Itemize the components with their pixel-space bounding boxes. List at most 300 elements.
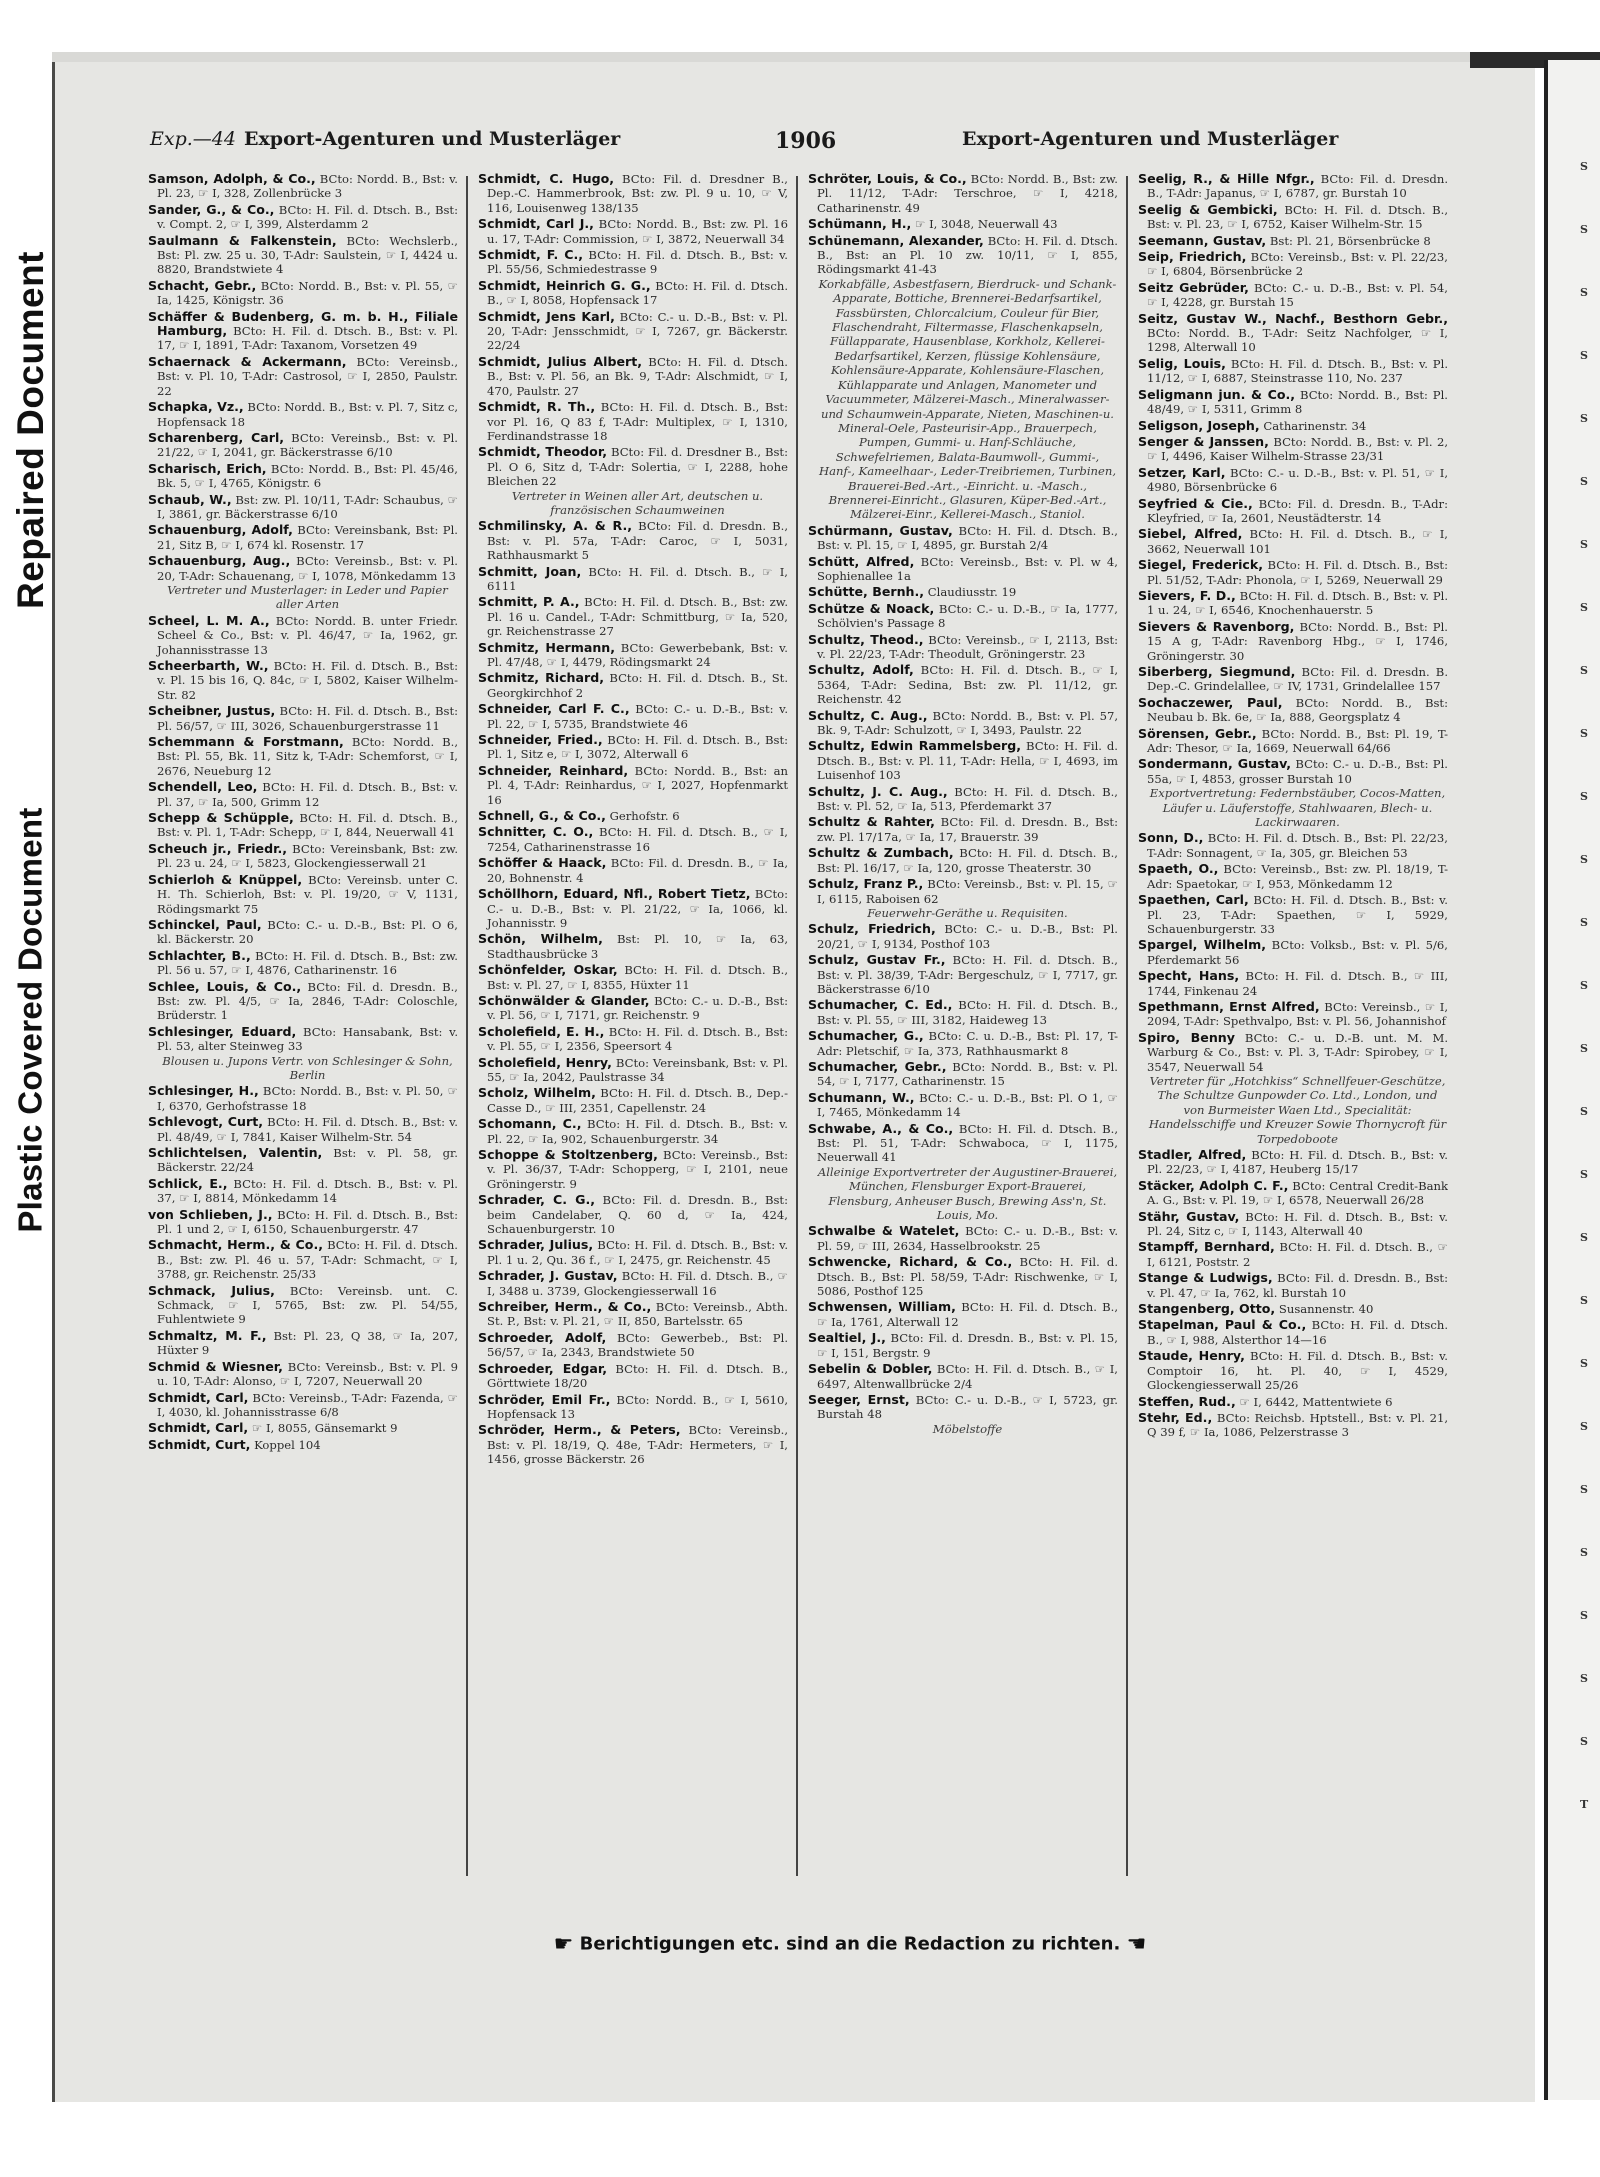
directory-entry <box>1138 250 1448 279</box>
entry-details: BCto: H. Fil. d. Dtsch. B., St. Georgkirchhof 2 <box>487 671 788 700</box>
directory-entry <box>148 1284 458 1327</box>
directory-entry <box>1138 1000 1448 1029</box>
entry-firm-name: Stehr, Ed., <box>1138 1409 1213 1425</box>
directory-entry <box>808 555 1118 584</box>
entry-firm-name: Schütt, Alfred, <box>808 553 915 569</box>
entry-firm-name: Seligson, Joseph, <box>1138 417 1260 433</box>
directory-entry <box>808 785 1118 814</box>
directory-entry <box>808 1331 1118 1360</box>
entry-firm-name: Sebelin & Dobler, <box>808 1361 933 1377</box>
entry-firm-name: Schneider, Carl F. C., <box>478 701 630 717</box>
entry-firm-name: Schneider, Fried., <box>478 732 603 748</box>
entry-details: BCto: H. Fil. d. Dtsch. B., Bst: v. Pl. 38/39, T-Adr: Bergeschulz, ☞ I, 7717, gr. Bäckerstrasse 6/10 <box>817 953 1118 996</box>
entry-details: BCto: C.- u. D.-B., Bst: v. Pl. 59, ☞ III, 2634, Hasselbrookstr. 25 <box>817 1224 1118 1253</box>
directory-entry <box>478 1148 788 1191</box>
entry-details: Bst: zw. Pl. 10/11, T-Adr: Schaubus, ☞ I, 3861, gr. Bäckerstrasse 6/10 <box>157 492 458 521</box>
adjacent-page-letter: S <box>1580 727 1588 740</box>
directory-entry <box>148 523 458 552</box>
entry-firm-name: Stange & Ludwigs, <box>1138 1270 1273 1286</box>
entry-details: BCto: C.- u. D.-B., Bst: v. Pl. 51, ☞ I, 4980, Börsenbrücke 6 <box>1147 465 1448 495</box>
entry-firm-name: Schulz, Gustav Fr., <box>808 952 946 968</box>
entry-details: BCto: H. Fil. d. Dtsch. B., ☞ I, 6497, Altenwallbrücke 2/4 <box>817 1362 1118 1391</box>
entry-firm-name: Schlesinger, H., <box>148 1083 259 1099</box>
entry-firm-name: Schmidt, Carl J., <box>478 216 594 232</box>
entry-details: BCto: H. Fil. d. Dtsch. B., ☞ Ia, 1761, Alterwall 12 <box>817 1300 1118 1329</box>
entry-details: BCto: Nordd. B., Bst: v. Pl. 7, Sitz c, Hopfensack 18 <box>157 400 458 429</box>
entry-firm-name: Schulz, Friedrich, <box>808 921 936 937</box>
entry-details: BCto: Vereinsb., ☞ I, 2094, T-Adr: Spethvalpo, Bst: v. Pl. 56, Johannishof <box>1147 999 1448 1029</box>
entry-details: BCto: C.- u. D.-B., Bst: v. Pl. 20, T-Adr: Jensschmidt, ☞ I, 7267, gr. Bäckerstr. 22/24 <box>487 309 788 353</box>
entry-firm-name: Sievers & Ravenborg, <box>1138 618 1295 634</box>
adjacent-page-edge <box>1544 60 1600 2100</box>
entry-note: Exportvertretung: Federnbstäuber, Cocos-Matten, Läufer u. Läuferstoffe, Stahlwaaren, Blech- u. Lackirwaaren. <box>1149 786 1446 830</box>
entry-details: BCto: Fil. d. Dresdn. B., T-Adr: Japanus, ☞ I, 6787, gr. Burstah 10 <box>1147 172 1448 201</box>
footer-note: Berichtigungen etc. sind an die Redaction zu richten. <box>579 1933 1121 1955</box>
entry-firm-name: Spaeth, O., <box>1138 861 1219 877</box>
entry-details: BCto: Vereinsb., Bst: v. Pl. 18/19, Q. 48e, T-Adr: Hermeters, ☞ I, 1456, grosse Bäckerstr. 26 <box>487 1423 788 1467</box>
directory-column-3 <box>808 172 1118 1892</box>
directory-entry <box>148 1421 458 1435</box>
entry-firm-name: Schäffer & Budenberg, G. m. b. H., Filiale Hamburg, <box>148 308 458 339</box>
entry-note: Vertreter und Musterlager: in Leder und Papier aller Arten <box>167 582 448 612</box>
entry-firm-name: Scholefield, Henry, <box>478 1054 612 1070</box>
directory-column-1 <box>148 172 458 1892</box>
directory-entry <box>148 704 458 733</box>
entry-details: BCto: Fil. d. Dresdn. B., ☞ Ia, 20, Bohnenstr. 4 <box>487 856 788 885</box>
entry-firm-name: Schultz, Theod., <box>808 631 924 647</box>
directory-entry <box>1138 203 1448 232</box>
directory-entry <box>808 739 1118 782</box>
entry-firm-name: Siberberg, Siegmund, <box>1138 664 1296 679</box>
entry-firm-name: Schürmann, Gustav, <box>808 522 953 538</box>
entry-firm-name: Schnitter, C. O., <box>478 824 594 840</box>
entry-firm-name: Schepp & Schüpple, <box>148 810 294 826</box>
adjacent-page-letter: S <box>1580 1420 1588 1433</box>
entry-firm-name: Stampff, Bernhard, <box>1138 1239 1275 1255</box>
entry-details: BCto: Nordd. B., Bst: v. Pl. 57, Bk. 9, T-Adr: Schulzott, ☞ I, 3493, Paulstr. 22 <box>817 708 1118 738</box>
entry-firm-name: Sochaczewer, Paul, <box>1138 694 1283 710</box>
adjacent-page-letter: S <box>1580 1483 1588 1496</box>
entry-details: Bst: v. Pl. 58, gr. Bäckerstr. 22/24 <box>157 1146 458 1175</box>
directory-entry <box>148 780 458 809</box>
entry-firm-name: Seelig & Gembicki, <box>1138 201 1278 217</box>
entry-firm-name: Sievers, F. D., <box>1138 587 1236 603</box>
entry-firm-name: Scheel, L. M. A., <box>148 612 270 628</box>
directory-entry <box>808 922 1118 951</box>
header-left <box>150 128 620 150</box>
entry-details: BCto: H. Fil. d. Dtsch. B., Bst: v. Pl. 55/56, Schmiedestrasse 9 <box>487 248 788 277</box>
directory-entry <box>1138 1318 1448 1347</box>
entry-firm-name: Schulz, Franz P., <box>808 876 924 892</box>
directory-entry <box>808 234 1118 522</box>
directory-entry <box>478 445 788 517</box>
entry-details: BCto: Fil. d. Dresdn. B., Bst: beim Candelaber, Q. 60 d, ☞ Ia, 424, Schauenburgerstr. 10 <box>487 1193 788 1237</box>
adjacent-page-letter: S <box>1580 412 1588 425</box>
directory-entry <box>1138 831 1448 860</box>
directory-entry <box>1138 1210 1448 1239</box>
entry-details: BCto: H. Fil. d. Dtsch. B., Bst: Pl. 22/23, T-Adr: Sonnagent, ☞ Ia, 305, gr. Bleichen 53 <box>1147 831 1448 860</box>
directory-entry <box>148 1115 458 1144</box>
entry-details: BCto: Nordd. B., ☞ I, 5610, Hopfensack 13 <box>487 1392 788 1421</box>
entry-firm-name: Schultz, C. Aug., <box>808 707 928 723</box>
entry-firm-name: Schlichtelsen, Valentin, <box>148 1145 323 1160</box>
directory-entry <box>1138 357 1448 386</box>
entry-firm-name: Schoppe & Stoltzenberg, <box>478 1147 658 1162</box>
entry-firm-name: Schmack, Julius, <box>148 1282 275 1298</box>
entry-firm-name: Scharisch, Erich, <box>148 460 267 476</box>
entry-firm-name: Seligmann jun. & Co., <box>1138 386 1296 402</box>
entry-note: Korkabfälle, Asbestfasern, Bierdruck- und Schank-Apparate, Bottiche, Brennerei-Bedarfsartikel, Fassbürsten, Chlorcalcium, Couleur für Bier, Flaschendraht, Filtermasse, Flaschenkapseln, Füllapparate, Hausenblase, Korkholz, Kellerei-Bedarfsartikel, Kerzen, flüssige Kohlensäure, Kohlensäure-Apparate, Kohlensäure-Flaschen, Kühlapparate und Anlagen, Manometer und Vacuummeter, Mälzerei-Masch., Mineralwasser- und Schaumwein-Apparate, Nieten, Maschinen-u. Mineral-Oele, Pasteurisir-App., Brauerpech, Pumpen, Gummi- u. Hanf-Schläuche, Schwefelriemen, Balata-Baumwoll-, Gummi-, Hanf-, Kameelhaar-, Leder-Treibriemen, Turbinen, Brauerei-Bed.-Art., -Einricht. u. -Masch., Brennerei-Einricht., Glasuren, Küper-Bed.-Art., Mälzerei-Einr., Kellerei-Masch., Staniol. <box>818 276 1117 522</box>
entry-firm-name: Setzer, Karl, <box>1138 464 1226 480</box>
entry-details: Gerhofstr. 6 <box>609 809 680 824</box>
entry-firm-name: Seip, Friedrich, <box>1138 249 1247 265</box>
directory-entry <box>808 998 1118 1027</box>
header-page-ref: Exp.—44 <box>150 128 236 150</box>
entry-firm-name: Schrader, C. G., <box>478 1192 596 1208</box>
entry-details: Claudiusstr. 19 <box>927 585 1017 600</box>
directory-entry <box>478 994 788 1023</box>
entry-firm-name: Schaernack & Ackermann, <box>148 353 347 369</box>
entry-firm-name: Schendell, Leo, <box>148 779 258 795</box>
directory-entry <box>1138 497 1448 526</box>
entry-details: BCto: Nordd. B., Bst: v. Pl. 54, ☞ I, 7177, Catharinenstr. 15 <box>817 1059 1118 1089</box>
directory-entry <box>1138 1031 1448 1146</box>
adjacent-page-letter: S <box>1580 286 1588 299</box>
adjacent-page-letter: S <box>1580 916 1588 929</box>
entry-details: BCto: Vereinsbank, Bst: v. Pl. 55, ☞ Ia, 2042, Paulstrasse 34 <box>487 1055 788 1084</box>
entry-details: BCto: H. Fil. d. Dtsch. B., Bst: v. Pl. 23, ☞ I, 6752, Kaiser Wilhelm-Str. 15 <box>1147 202 1448 232</box>
entry-firm-name: Schütte, Bernh., <box>808 584 925 600</box>
directory-column-4 <box>1138 172 1448 1892</box>
adjacent-page-letter: S <box>1580 1231 1588 1244</box>
entry-details: ☞ I, 8055, Gänsemarkt 9 <box>251 1421 398 1436</box>
entry-firm-name: Senger & Janssen, <box>1138 433 1269 449</box>
directory-entry <box>1138 696 1448 725</box>
entry-details: BCto: H. Fil. d. Dtsch. B., Bst: v. Pl. 1 u. 2, Qu. 36 f., ☞ I, 2475, gr. Reichenstr. 45 <box>487 1238 788 1267</box>
adjacent-page-letter: S <box>1580 1546 1588 1559</box>
directory-entry <box>1138 1148 1448 1177</box>
directory-entry <box>148 554 458 612</box>
directory-entry <box>808 1255 1118 1298</box>
entry-firm-name: Schwensen, William, <box>808 1299 956 1315</box>
directory-entry <box>1138 527 1448 556</box>
directory-entry <box>478 172 788 215</box>
entry-details: BCto: Nordd. B., T-Adr: Seitz Nachfolger, ☞ I, 1298, Alterwall 10 <box>1147 326 1448 355</box>
header-year: 1906 <box>775 128 837 154</box>
directory-entry <box>478 733 788 762</box>
entry-details: BCto: Vereinsb., ☞ I, 2113, Bst: v. Pl. 22/23, T-Adr: Theodult, Gröningerstr. 23 <box>817 632 1118 661</box>
directory-entry <box>478 887 788 930</box>
adjacent-page-letter: S <box>1580 979 1588 992</box>
entry-details: BCto: Fil. d. Dresdn. B., Bst: zw. Pl. 17/17a, ☞ Ia, 17, Brauerstr. 39 <box>817 815 1118 844</box>
entry-details: BCto: Vereinsb., Bst: v. Pl. 10, T-Adr: Castrosol, ☞ I, 2850, Paulstr. 22 <box>157 354 458 398</box>
entry-firm-name: Schwencke, Richard, & Co., <box>808 1254 1013 1270</box>
directory-entry <box>808 1122 1118 1223</box>
entry-firm-name: Schmidt, Curt, <box>148 1436 251 1452</box>
directory-entry <box>808 1300 1118 1329</box>
entry-details: BCto: H. Fil. d. Dtsch. B., Bst: v. Pl. 55, ☞ III, 3182, Haideweg 13 <box>817 998 1118 1027</box>
page-header <box>150 128 1460 160</box>
directory-entry <box>1138 1179 1448 1208</box>
entry-details: BCto: Vereinsb., Bst: v. Pl. 20, T-Adr: Schauenang, ☞ I, 1078, Mönkedamm 13 <box>157 554 458 583</box>
directory-entry <box>808 172 1118 215</box>
entry-firm-name: Schmitt, P. A., <box>478 594 580 610</box>
entry-firm-name: Selig, Louis, <box>1138 355 1226 371</box>
entry-firm-name: Schlachter, B., <box>148 947 251 963</box>
directory-entry <box>148 355 458 398</box>
entry-details: BCto: H. Fil. d. Dtsch. B., ☞ I, 6111 <box>487 564 788 593</box>
adjacent-page-letter: S <box>1580 1357 1588 1370</box>
entry-details: BCto: Nordd. B., Bst: Pl. 15 A g, T-Adr: Ravenborg Hbg., ☞ I, 1746, Gröningerstr. 30 <box>1147 619 1448 663</box>
entry-details: BCto: C. u. D.-B., Bst: Pl. 17, T-Adr: Pletschif, ☞ Ia, 373, Rathhausmarkt 8 <box>817 1029 1118 1058</box>
entry-firm-name: Schauenburg, Adolf, <box>148 522 293 538</box>
entry-details: BCto: H. Fil. d. Dtsch. B., Bst: v. Pl. 22/23, ☞ I, 4187, Heuberg 15/17 <box>1147 1148 1448 1177</box>
column-divider <box>1126 176 1128 1876</box>
entry-firm-name: Stäcker, Adolph C. F., <box>1138 1177 1289 1193</box>
entry-details: BCto: Vereinsb., Bst: zw. Pl. 18/19, T-Adr: Spaetokar, ☞ I, 953, Mönkedamm 12 <box>1147 862 1448 891</box>
entry-details: BCto: H. Fil. d. Dtsch. B., Bst: Pl. 51, T-Adr: Schwaboca, ☞ I, 1175, Neuerwall 41 <box>817 1121 1118 1165</box>
entry-firm-name: Spethmann, Ernst Alfred, <box>1138 998 1320 1014</box>
entry-details: BCto: H. Fil. d. Dtsch. B., ☞ I, 8058, Hopfensack 17 <box>487 278 788 308</box>
entry-firm-name: Schroeder, Adolf, <box>478 1329 607 1345</box>
directory-entry <box>808 953 1118 996</box>
entry-details: BCto: Gewerbeb., Bst: Pl. 56/57, ☞ Ia, 2343, Brandstwiete 50 <box>487 1330 788 1360</box>
entry-firm-name: Scholz, Wilhelm, <box>478 1085 596 1101</box>
plastic-covered-document-label <box>8 740 54 1300</box>
directory-entry <box>808 602 1118 631</box>
entry-details: BCto: Vereinsb., Bst: v. Pl. 21/22, ☞ I, 2041, gr. Bäckerstrasse 6/10 <box>157 430 458 460</box>
directory-entry <box>1138 665 1448 694</box>
entry-firm-name: Schlee, Louis, & Co., <box>148 978 302 994</box>
entry-details: BCto: H. Fil. d. Dtsch. B., Bst: v. Pl. 1 u. 24, ☞ I, 6546, Knochenhauerstr. 5 <box>1147 588 1448 618</box>
entry-firm-name: Seitz, Gustav W., Nachf., Besthorn Gebr., <box>1138 310 1448 326</box>
entry-details: BCto: C.- u. D.-B., Bst: v. Pl. 21/22, ☞ Ia, 1066, kl. Johannisstr. 9 <box>487 887 788 930</box>
entry-details: BCto: Vereinsbank, Bst: Pl. 21, Sitz B, ☞ I, 674 kl. Rosenstr. 17 <box>157 523 458 552</box>
directory-entry <box>1138 727 1448 756</box>
entry-firm-name: Schütze & Noack, <box>808 600 935 616</box>
adjacent-page-letter: S <box>1580 223 1588 236</box>
entry-firm-name: Stadler, Alfred, <box>1138 1147 1247 1162</box>
entry-firm-name: Schönfelder, Oskar, <box>478 962 618 978</box>
pointing-hand-left-icon: ☛ <box>553 1932 574 1957</box>
entry-firm-name: Schierloh & Knüppel, <box>148 871 303 887</box>
entry-details: BCto: C.- u. D.-B., Bst: Pl. 55a, ☞ I, 4853, grosser Burstah 10 <box>1147 757 1448 786</box>
entry-details: BCto: C.- u. D.-B., Bst: v. Pl. 56, ☞ I, 7171, gr. Reichenstr. 9 <box>487 993 788 1023</box>
entry-firm-name: Schultz, Adolf, <box>808 662 914 678</box>
directory-entry <box>1138 234 1448 248</box>
entry-firm-name: Schmitz, Richard, <box>478 670 605 686</box>
entry-details: BCto: H. Fil. d. Dtsch. B., Bst: v. Comptoir 16, ht. Pl. 40, ☞ I, 4529, Glockengiesserwall 25/26 <box>1147 1349 1448 1393</box>
directory-entry <box>478 1086 788 1115</box>
entry-firm-name: Seemann, Gustav, <box>1138 232 1267 248</box>
plastic-covered-document-text: Plastic Covered Document <box>12 807 50 1233</box>
entry-details: BCto: Fil. d. Dresdn. B., Bst: v. Pl. 47, ☞ Ia, 762, kl. Burstah 10 <box>1147 1271 1448 1300</box>
entry-firm-name: Schultz & Rahter, <box>808 814 935 830</box>
directory-entry <box>478 519 788 562</box>
directory-entry <box>808 1060 1118 1089</box>
entry-firm-name: Spargel, Wilhelm, <box>1138 937 1267 953</box>
entry-firm-name: Schumacher, G., <box>808 1028 924 1044</box>
entry-details: BCto: Vereinsbank, Bst: zw. Pl. 23 u. 24, ☞ I, 5823, Glockengiesserwall 21 <box>157 841 458 871</box>
directory-entry <box>1138 281 1448 310</box>
directory-entry <box>478 279 788 308</box>
adjacent-page-letter: S <box>1580 538 1588 551</box>
entry-details: BCto: Nordd. B., Bst: an Pl. 4, T-Adr: Reinhardus, ☞ I, 2027, Hopfenmarkt 16 <box>487 763 788 807</box>
entry-details: BCto: H. Fil. d. Dtsch. B., ☞ I, 3488 u. 3739, Glockengiesserwall 16 <box>487 1269 788 1298</box>
directory-entry <box>1138 1271 1448 1300</box>
directory-columns <box>148 172 1468 1892</box>
directory-entry <box>478 595 788 638</box>
adjacent-page-letter: S <box>1580 1609 1588 1622</box>
directory-entry <box>148 873 458 916</box>
entry-details: BCto: H. Fil. d. Dtsch. B., Görttwiete 18/20 <box>487 1361 788 1391</box>
entry-firm-name: Schumann, W., <box>808 1089 915 1105</box>
entry-firm-name: Schlesinger, Eduard, <box>148 1023 297 1039</box>
entry-details: BCto: Nordd. B., Bst: Neubau b. Bk. 6e, ☞ Ia, 888, Georgsplatz 4 <box>1147 695 1448 725</box>
entry-firm-name: Schultz & Zumbach, <box>808 845 954 861</box>
entry-details: BCto: C.- u. D.-B. unt. M. M. Warburg & Co., Bst: v. Pl. 3, T-Adr: Spirobey, ☞ I, 3547, Neuerwall 54 <box>1147 1030 1448 1074</box>
entry-firm-name: Schlevogt, Curt, <box>148 1114 264 1130</box>
entry-firm-name: Specht, Hans, <box>1138 968 1240 984</box>
directory-entry <box>148 431 458 460</box>
entry-firm-name: Schöffer & Haack, <box>478 855 607 871</box>
entry-firm-name: Schrader, J. Gustav, <box>478 1268 618 1284</box>
directory-entry <box>478 1423 788 1466</box>
entry-details: BCto: Vereinsb. unter C. H. Th. Schierloh, Bst: v. Pl. 19/20, ☞ V, 1131, Rödingsmarkt 75 <box>157 872 458 916</box>
entry-details: Koppel 104 <box>254 1437 321 1452</box>
directory-entry <box>148 279 458 308</box>
entry-firm-name: Stapelman, Paul & Co., <box>1138 1317 1307 1333</box>
entry-firm-name: Schmidt, R. Th., <box>478 399 596 415</box>
entry-details: BCto: Nordd. B., Bst: v. Pl. 2, ☞ I, 4496, Kaiser Wilhelm-Strasse 23/31 <box>1147 434 1448 464</box>
directory-entry <box>808 815 1118 844</box>
entry-note: Feuerwehr-Geräthe u. Requisiten. <box>867 905 1068 920</box>
entry-firm-name: Schacht, Gebr., <box>148 277 257 293</box>
repaired-document-text: Repaired Document <box>10 250 52 610</box>
directory-entry <box>478 825 788 854</box>
entry-firm-name: Schmitz, Hermann, <box>478 639 616 655</box>
entry-firm-name: Schmidt, C. Hugo, <box>478 172 615 186</box>
entry-details: BCto: Nordd. B., Bst: Pl. 48/49, ☞ I, 5311, Grimm 8 <box>1147 387 1448 417</box>
entry-firm-name: Stähr, Gustav, <box>1138 1208 1240 1224</box>
entry-firm-name: Schemmann & Forstmann, <box>148 734 344 750</box>
entry-details: ☞ I, 3048, Neuerwall 43 <box>914 217 1058 232</box>
entry-firm-name: Staude, Henry, <box>1138 1348 1245 1364</box>
entry-details: BCto: Nordd. B., Bst: v. Pl. 23, ☞ I, 328, Zollenbrücke 3 <box>157 172 458 201</box>
entry-firm-name: Schmilinsky, A. & R., <box>478 518 633 534</box>
entry-details: BCto: C.- u. D.-B., Bst: Pl. 20/21, ☞ I, 9134, Posthof 103 <box>817 922 1118 951</box>
entry-details: BCto: H. Fil. d. Dtsch. B., Bst: v. Pl. 56, an Bk. 9, T-Adr: Alschmidt, ☞ I, 470, Paulstr. 27 <box>487 354 788 398</box>
directory-entry <box>808 663 1118 706</box>
page-footer <box>470 1932 1230 1962</box>
entry-note: Vertreter in Weinen aller Art, deutschen u. französischen Schaumweinen <box>511 488 764 517</box>
entry-firm-name: Schmidt, Carl, <box>148 1389 249 1405</box>
adjacent-page-letter: S <box>1580 1735 1588 1748</box>
entry-details: BCto: H. Fil. d. Dtsch. B., Bst: v. Pl. 27, ☞ I, 8355, Hüxter 11 <box>487 963 788 992</box>
directory-entry <box>1138 1411 1448 1440</box>
entry-details: BCto: H. Fil. d. Dtsch. B., Bst: zw. Pl. 46 u. 57, T-Adr: Schmacht, ☞ I, 3788, gr. Reichenstr. 25/33 <box>157 1238 458 1282</box>
entry-firm-name: Schmidt, Carl, <box>148 1420 249 1436</box>
entry-firm-name: Spaethen, Carl, <box>1138 892 1249 908</box>
entry-firm-name: Scholefield, E. H., <box>478 1023 605 1039</box>
entry-firm-name: Sealtiel, J., <box>808 1330 886 1346</box>
directory-entry <box>148 1238 458 1281</box>
directory-entry <box>478 809 788 823</box>
directory-entry <box>148 203 458 232</box>
directory-entry <box>478 702 788 731</box>
entry-firm-name: Scheuch jr., Friedr., <box>148 840 288 856</box>
directory-entry <box>1138 1395 1448 1409</box>
entry-firm-name: Schmidt, Heinrich G. G., <box>478 277 651 293</box>
directory-entry <box>148 1025 458 1083</box>
entry-details: BCto: H. Fil. d. Dtsch. B., Bst: v. Pl. 1, T-Adr: Schepp, ☞ I, 844, Neuerwall 41 <box>157 811 458 840</box>
directory-entry <box>1138 589 1448 618</box>
entry-firm-name: Schöllhorn, Eduard, Nfl., Robert Tietz, <box>478 886 751 902</box>
entry-details: BCto: H. Fil. d. Dtsch. B., Bst: Pl. 56/57, ☞ III, 3026, Schauenburgerstrasse 11 <box>157 704 458 733</box>
directory-entry <box>1138 388 1448 417</box>
entry-firm-name: Schümann, H., <box>808 216 912 232</box>
entry-firm-name: Scheibner, Justus, <box>148 703 276 719</box>
entry-firm-name: Schmitt, Joan, <box>478 563 582 579</box>
directory-entry <box>478 764 788 807</box>
entry-firm-name: Schreiber, Herm., & Co., <box>478 1299 652 1315</box>
entry-firm-name: Schwabe, A., & Co., <box>808 1120 954 1136</box>
entry-details: BCto: H. Fil. d. Dtsch. B., Bst: zw. Pl. 16 u. Candel., T-Adr: Schmittburg, ☞ Ia, 520, gr. Reichenstrasse 27 <box>487 595 788 639</box>
entry-details: Bst: Pl. 10, ☞ Ia, 63, Stadthausbrücke 3 <box>487 932 788 961</box>
entry-firm-name: Schröder, Herm., & Peters, <box>478 1422 681 1438</box>
entry-firm-name: Schünemann, Alexander, <box>808 232 984 248</box>
directory-entry <box>148 234 458 277</box>
entry-details: Catharinenstr. 34 <box>1263 418 1367 433</box>
entry-firm-name: Schultz, J. C. Aug., <box>808 783 948 799</box>
entry-firm-name: Schmaltz, M. F., <box>148 1327 267 1343</box>
directory-entry <box>808 1029 1118 1058</box>
directory-entry <box>478 1331 788 1360</box>
adjacent-page-letter: S <box>1580 853 1588 866</box>
entry-firm-name: Schön, Wilhelm, <box>478 931 603 947</box>
entry-firm-name: Seelig, R., & Hille Nfgr., <box>1138 172 1315 186</box>
directory-entry <box>148 1177 458 1206</box>
entry-details: BCto: Fil. d. Dresdner B., Dep.-C. Hammerbrook, Bst: zw. Pl. 9 u. 10, ☞ V, 116, Louisenweg 138/135 <box>487 172 788 215</box>
entry-details: BCto: H. Fil. d. Dtsch. B., Bst: v. Pl. 37, ☞ I, 8814, Mönkedamm 14 <box>157 1176 458 1206</box>
directory-entry <box>1138 558 1448 587</box>
entry-details: BCto: Nordd. B., Bst: Pl. 55, Bk. 11, Sitz k, T-Adr: Schemforst, ☞ I, 2676, Neueburg 12 <box>157 735 458 778</box>
directory-entry <box>808 877 1118 920</box>
directory-entry <box>148 1208 458 1237</box>
directory-entry <box>148 1329 458 1358</box>
entry-details: BCto: Central Credit-Bank A. G., Bst: v. Pl. 19, ☞ I, 6578, Neuerwall 26/28 <box>1147 1178 1448 1208</box>
entry-details: BCto: C.- u. D.-B., ☞ Ia, 1777, Schölvien's Passage 8 <box>817 601 1118 631</box>
entry-details: BCto: H. Fil. d. Dtsch. B., ☞ I, 5364, T-Adr: Sedina, Bst: zw. Pl. 11/12, gr. Reichenstr. 42 <box>817 663 1118 707</box>
directory-entry <box>478 932 788 961</box>
adjacent-page-letter: S <box>1580 160 1588 173</box>
directory-entry <box>1138 938 1448 967</box>
column-divider <box>466 176 468 1876</box>
adjacent-page-letter: S <box>1580 475 1588 488</box>
directory-entry <box>478 1300 788 1329</box>
entry-details: BCto: C.- u. D.-B., Bst: Pl. O 6, kl. Bäckerstr. 20 <box>157 917 458 947</box>
directory-entry <box>1138 312 1448 355</box>
column-divider <box>796 176 798 1876</box>
directory-entry <box>1138 969 1448 998</box>
directory-entry <box>148 493 458 522</box>
entry-details: BCto: Fil. d. Dresdn. B., Bst: v. Pl. 15, ☞ I, 151, Bergstr. 9 <box>817 1331 1118 1360</box>
entry-firm-name: Sander, G., & Co., <box>148 201 275 217</box>
directory-entry <box>148 462 458 491</box>
entry-details: BCto: H. Fil. d. Dtsch. B., ☞ I, 988, Alsterthor 14—16 <box>1147 1318 1448 1347</box>
entry-details: BCto: C.- u. D.-B., ☞ I, 5723, gr. Burstah 48 <box>817 1392 1118 1422</box>
entry-details: ☞ I, 6442, Mattentwiete 6 <box>1239 1394 1393 1409</box>
